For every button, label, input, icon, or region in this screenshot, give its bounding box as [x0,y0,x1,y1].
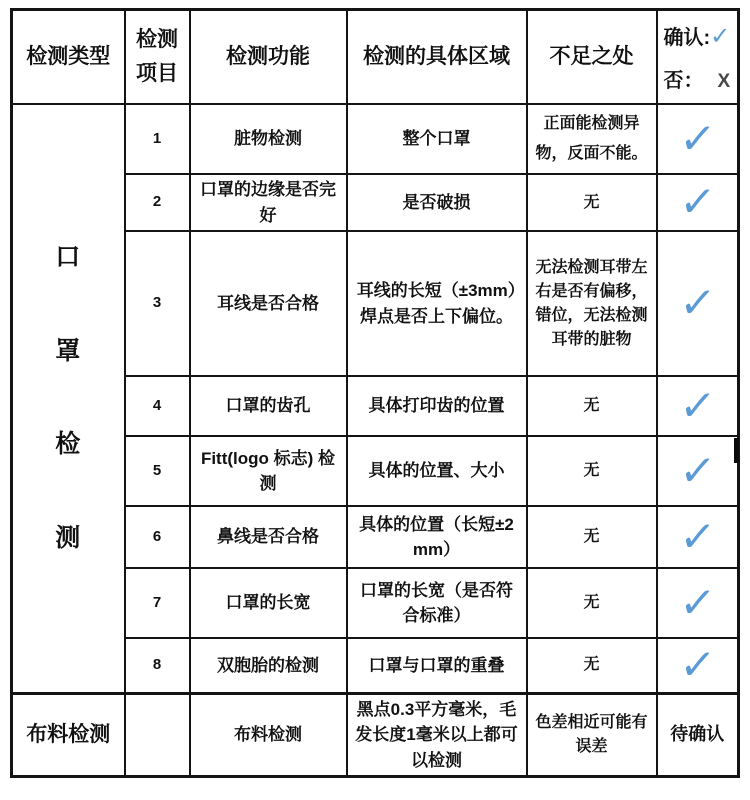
cell-status[interactable] [657,506,739,568]
cell-item-number[interactable]: 8 [125,638,190,693]
cell-item-number[interactable]: 4 [125,376,190,436]
cell-area[interactable]: 口罩的长宽（是否符合标准） [347,568,527,638]
cell-status[interactable] [657,638,739,693]
cell-function[interactable]: 耳线是否合格 [190,231,347,376]
mask-group-vertical-label [18,239,119,557]
header-detection-type[interactable]: 检测类型 [12,10,125,105]
header-confirm[interactable] [657,10,739,105]
cell-item-number[interactable]: 1 [125,104,190,174]
confirm-yes-label: 确认: [663,27,711,49]
cell-item-number[interactable]: 5 [125,436,190,506]
cell-deficiency[interactable]: 无 [527,638,657,693]
check-icon: ✓ [677,178,718,225]
cell-function[interactable]: Fitt(logo 标志) 检测 [190,436,347,506]
cell-deficiency[interactable]: 无 [527,436,657,506]
cell-area[interactable]: 具体打印齿的位置 [347,376,527,436]
cell-item-number[interactable]: 2 [125,174,190,231]
group-cell-fabric-detection[interactable]: 布料检测 [12,693,125,777]
cell-function[interactable]: 双胞胎的检测 [190,638,347,693]
group-char: 测 [55,523,82,552]
cell-area[interactable]: 是否破损 [347,174,527,231]
check-icon: ✓ [677,446,718,494]
cell-area[interactable]: 具体的位置、大小 [347,436,527,506]
header-detection-area[interactable]: 检测的具体区域 [347,10,527,105]
group-char: 口 [55,243,82,272]
group-cell-mask-detection[interactable] [12,104,125,693]
group-char: 罩 [55,336,82,365]
cross-icon: X [717,71,731,92]
cell-function[interactable]: 鼻线是否合格 [190,506,347,568]
cell-status[interactable] [657,104,739,174]
cell-status[interactable] [657,231,739,376]
cell-deficiency[interactable]: 色差相近可能有误差 [527,693,657,777]
table-row [12,104,739,174]
check-icon: ✓ [677,640,718,688]
cell-item-number[interactable] [125,693,190,777]
cell-function[interactable]: 口罩的边缘是否完好 [190,174,347,231]
cell-deficiency[interactable]: 无 [527,506,657,568]
cell-deficiency[interactable]: 无法检测耳带左右是否有偏移，错位，无法检测耳带的脏物 [527,231,657,376]
check-icon: ✓ [677,578,718,626]
cell-function[interactable]: 口罩的齿孔 [190,376,347,436]
cell-area[interactable]: 口罩与口罩的重叠 [347,638,527,693]
check-icon: ✓ [710,23,731,50]
check-icon: ✓ [677,381,718,429]
cell-area[interactable]: 黑点0.3平方毫米，毛发长度1毫米以上都可以检测 [347,693,527,777]
cell-status[interactable] [657,376,739,436]
cell-item-number[interactable]: 6 [125,506,190,568]
cell-function[interactable]: 布料检测 [190,693,347,777]
cell-area[interactable]: 具体的位置（长短±2mm） [347,506,527,568]
cell-deficiency[interactable]: 无 [527,174,657,231]
cell-area[interactable]: 整个口罩 [347,104,527,174]
group-char: 检 [55,430,82,459]
table-row-fabric [12,693,739,777]
check-icon: ✓ [677,114,718,162]
cell-status[interactable] [657,174,739,231]
cell-status[interactable] [657,436,739,506]
inspection-table [10,8,740,778]
cell-area[interactable]: 耳线的长短（±3mm）焊点是否上下偏位。 [347,231,527,376]
cell-deficiency[interactable]: 无 [527,376,657,436]
cell-deficiency[interactable]: 无 [527,568,657,638]
cell-item-number[interactable]: 3 [125,231,190,376]
check-icon: ✓ [677,279,718,326]
table-header-row [12,10,739,105]
cell-status[interactable] [657,568,739,638]
cell-function[interactable]: 脏物检测 [190,104,347,174]
cell-status-pending[interactable]: 待确认 [657,693,739,777]
cell-deficiency[interactable]: 正面能检测异物，反面不能。 [527,104,657,174]
cell-function[interactable]: 口罩的长宽 [190,568,347,638]
cell-item-number[interactable]: 7 [125,568,190,638]
header-deficiency[interactable]: 不足之处 [527,10,657,105]
header-detection-item[interactable]: 检测项目 [125,10,190,105]
text-cursor [734,438,739,463]
header-detection-function[interactable]: 检测功能 [190,10,347,105]
check-icon: ✓ [677,512,718,560]
confirm-no-label: 否： [663,70,704,92]
